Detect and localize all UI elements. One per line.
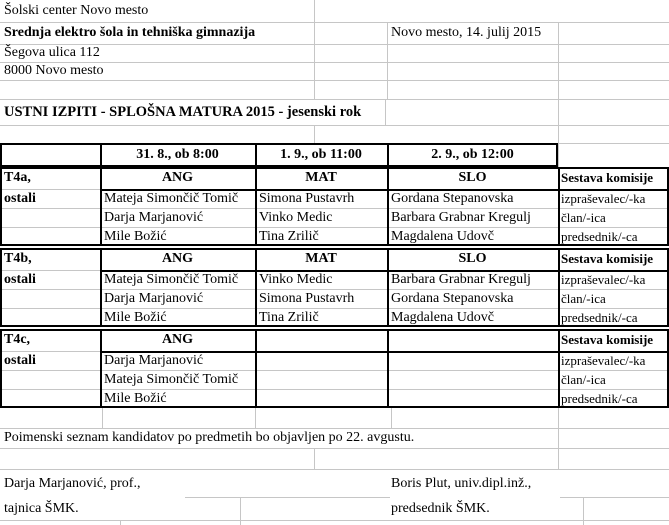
examiner-name: Mateja Simončič Tomič bbox=[104, 272, 239, 287]
examiner-name: Darja Marjanović bbox=[104, 353, 204, 368]
subject-header-ang: ANG bbox=[161, 251, 194, 266]
subject-header-empty bbox=[387, 329, 558, 351]
examiner-name: Mile Božić bbox=[104, 310, 167, 325]
gridline bbox=[314, 448, 315, 469]
examiner-name: Magdalena Udovč bbox=[391, 229, 495, 244]
footer-note: Poimenski seznam kandidatov po predmetih bo objavljen po 22. avgustu. bbox=[4, 430, 415, 445]
gridline bbox=[558, 143, 559, 167]
gridline bbox=[558, 22, 559, 143]
gridline bbox=[558, 408, 559, 469]
examiner-name: Tina Zrilič bbox=[259, 229, 319, 244]
gridline bbox=[0, 125, 669, 126]
committee-header: Sestava komisije bbox=[561, 332, 654, 347]
examiner-name: Gordana Stepanovska bbox=[391, 191, 514, 206]
committee-header: Sestava komisije bbox=[561, 251, 654, 266]
gridline bbox=[0, 44, 669, 45]
table-border bbox=[558, 329, 560, 408]
table-border bbox=[558, 248, 560, 327]
examiner-name: Gordana Stepanovska bbox=[391, 291, 514, 306]
examiner-name: Vinko Medic bbox=[259, 272, 333, 287]
examiner-name: Mateja Simončič Tomič bbox=[104, 372, 239, 387]
subject-header-mat: MAT bbox=[305, 170, 337, 185]
gridline bbox=[560, 497, 669, 498]
gridline bbox=[387, 22, 388, 99]
letterhead-line2: Srednja elektro šola in tehniška gimnazija bbox=[4, 25, 256, 40]
date-header-2: 1. 9., ob 11:00 bbox=[280, 147, 362, 162]
subject-header-ang: ANG bbox=[161, 170, 194, 185]
gridline bbox=[314, 125, 315, 143]
committee-header: Sestava komisije bbox=[561, 170, 654, 185]
gridline bbox=[255, 408, 256, 428]
examiner-name: Simona Pustavrh bbox=[259, 291, 355, 306]
table-border bbox=[558, 167, 560, 246]
examiner-name: Darja Marjanović bbox=[104, 291, 204, 306]
signature-right-name: Boris Plut, univ.dipl.inž., bbox=[391, 476, 532, 491]
subject-header-slo: SLO bbox=[458, 170, 487, 185]
signature-right-role: predsednik ŠMK. bbox=[391, 501, 490, 516]
examiner-name: Magdalena Udovč bbox=[391, 310, 495, 325]
date-header-1: 31. 8., ob 8:00 bbox=[136, 147, 219, 162]
subject-header-empty bbox=[255, 329, 387, 351]
examiner-name: Darja Marjanović bbox=[104, 210, 204, 225]
committee-role: predsednik/-ca bbox=[561, 310, 638, 325]
committee-role: predsednik/-ca bbox=[561, 229, 638, 244]
examiner-name: Mile Božić bbox=[104, 229, 167, 244]
letterhead-line1: Šolski center Novo mesto bbox=[4, 3, 149, 18]
committee-role: predsednik/-ca bbox=[561, 391, 638, 406]
examiner-name: Mile Božić bbox=[104, 391, 167, 406]
letterhead-date: Novo mesto, 14. julij 2015 bbox=[391, 25, 542, 40]
class-sublabel-t4a: ostali bbox=[4, 191, 36, 206]
committee-role: član/-ica bbox=[561, 291, 606, 306]
examiner-name: Barbara Grabnar Kregulj bbox=[391, 272, 531, 287]
committee-role: izpraševalec/-ka bbox=[561, 353, 646, 368]
gridline bbox=[185, 497, 390, 498]
letterhead-city: 8000 Novo mesto bbox=[4, 63, 104, 78]
examiner-name: Mateja Simončič Tomič bbox=[104, 191, 239, 206]
gridline bbox=[120, 520, 121, 525]
committee-role: član/-ica bbox=[561, 372, 606, 387]
examiner-name: Simona Pustavrh bbox=[259, 191, 355, 206]
committee-role: izpraševalec/-ka bbox=[561, 272, 646, 287]
date-header-3: 2. 9., ob 12:00 bbox=[431, 147, 514, 162]
class-sublabel-t4c: ostali bbox=[4, 353, 36, 368]
gridline bbox=[0, 448, 669, 449]
subject-header-ang: ANG bbox=[161, 332, 194, 347]
gridline bbox=[385, 99, 386, 125]
class-label-t4a: T4a, bbox=[4, 170, 31, 185]
gridline bbox=[102, 408, 103, 428]
gridline bbox=[240, 497, 241, 525]
gridline bbox=[0, 80, 669, 81]
subject-header-mat: MAT bbox=[305, 251, 337, 266]
subject-header-slo: SLO bbox=[458, 251, 487, 266]
document-title: USTNI IZPITI - SPLOŠNA MATURA 2015 - jesenski rok bbox=[4, 104, 362, 120]
signature-left-name: Darja Marjanović, prof., bbox=[4, 476, 141, 491]
gridline bbox=[583, 497, 584, 525]
gridline bbox=[314, 0, 315, 99]
letterhead-address: Šegova ulica 112 bbox=[4, 45, 100, 60]
examiner-name: Tina Zrilič bbox=[259, 310, 319, 325]
examiner-name: Vinko Medic bbox=[259, 210, 333, 225]
class-label-t4c: T4c, bbox=[4, 332, 31, 347]
class-sublabel-t4b: ostali bbox=[4, 272, 36, 287]
signature-left-role: tajnica ŠMK. bbox=[4, 501, 79, 516]
committee-role: član/-ica bbox=[561, 210, 606, 225]
committee-role: izpraševalec/-ka bbox=[561, 191, 646, 206]
examiner-name: Barbara Grabnar Kregulj bbox=[391, 210, 531, 225]
gridline bbox=[0, 520, 669, 521]
class-label-t4b: T4b, bbox=[4, 251, 32, 266]
gridline bbox=[558, 143, 669, 144]
gridline bbox=[391, 408, 392, 428]
